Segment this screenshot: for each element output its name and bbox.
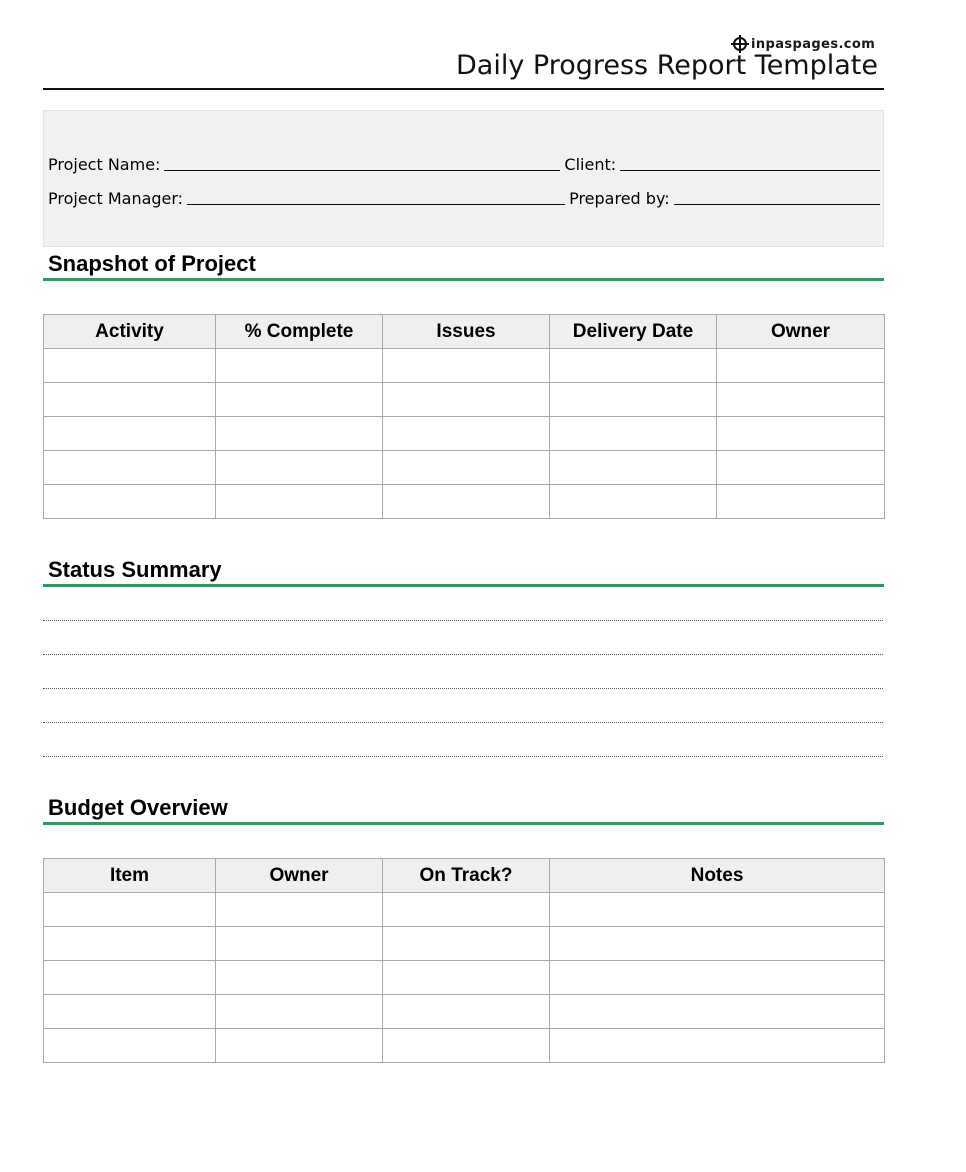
table-cell[interactable]: [550, 995, 885, 1029]
project-info-row-1: [48, 155, 884, 174]
table-cell[interactable]: [550, 451, 717, 485]
snapshot-divider: [43, 278, 884, 281]
status-divider: [43, 584, 884, 587]
table-cell[interactable]: [216, 995, 383, 1029]
column-header-delivery-date: Delivery Date: [550, 315, 717, 349]
title-divider: [43, 88, 884, 90]
table-cell[interactable]: [383, 961, 550, 995]
column-header-owner: Owner: [216, 859, 383, 893]
table-cell[interactable]: [216, 451, 383, 485]
table-cell[interactable]: [550, 383, 717, 417]
column-header-owner: Owner: [717, 315, 885, 349]
project-manager-label: Project Manager:: [48, 189, 184, 208]
table-row: [44, 995, 885, 1029]
column-header-percent-complete: % Complete: [216, 315, 383, 349]
budget-section-title: Budget Overview: [48, 795, 228, 820]
table-cell[interactable]: [44, 451, 216, 485]
table-cell[interactable]: [550, 927, 885, 961]
column-header-item: Item: [44, 859, 216, 893]
table-cell[interactable]: [44, 485, 216, 519]
table-cell[interactable]: [44, 417, 216, 451]
column-header-activity: Activity: [44, 315, 216, 349]
table-row: [44, 451, 885, 485]
table-cell[interactable]: [717, 485, 885, 519]
status-line[interactable]: [43, 688, 883, 689]
column-header-notes: Notes: [550, 859, 885, 893]
client-label: Client:: [564, 155, 617, 174]
snapshot-header-row: [44, 315, 885, 349]
table-cell[interactable]: [717, 383, 885, 417]
table-cell[interactable]: [216, 1029, 383, 1063]
table-row: [44, 485, 885, 519]
project-name-label: Project Name:: [48, 155, 161, 174]
table-cell[interactable]: [44, 961, 216, 995]
table-cell[interactable]: [383, 451, 550, 485]
table-cell[interactable]: [550, 1029, 885, 1063]
table-row: [44, 893, 885, 927]
document-title: Daily Progress Report Template: [456, 50, 878, 81]
table-cell[interactable]: [383, 485, 550, 519]
budget-divider: [43, 822, 884, 825]
table-cell[interactable]: [383, 893, 550, 927]
table-cell[interactable]: [383, 417, 550, 451]
table-cell[interactable]: [550, 349, 717, 383]
table-cell[interactable]: [44, 927, 216, 961]
project-info-row-2: [48, 189, 884, 208]
table-cell[interactable]: [216, 927, 383, 961]
table-cell[interactable]: [550, 961, 885, 995]
table-cell[interactable]: [383, 927, 550, 961]
table-row: [44, 927, 885, 961]
budget-header-row: [44, 859, 885, 893]
status-section-title: Status Summary: [48, 557, 222, 582]
table-cell[interactable]: [216, 485, 383, 519]
table-cell[interactable]: [216, 417, 383, 451]
table-cell[interactable]: [383, 383, 550, 417]
status-line[interactable]: [43, 620, 883, 621]
project-manager-field[interactable]: [187, 203, 565, 205]
table-cell[interactable]: [383, 349, 550, 383]
status-line[interactable]: [43, 722, 883, 723]
table-row: [44, 417, 885, 451]
table-cell[interactable]: [717, 349, 885, 383]
client-field[interactable]: [620, 169, 880, 171]
table-cell[interactable]: [717, 417, 885, 451]
prepared-by-label: Prepared by:: [569, 189, 670, 208]
budget-table: [43, 858, 885, 1063]
table-row: [44, 349, 885, 383]
table-cell[interactable]: [550, 893, 885, 927]
table-cell[interactable]: [44, 995, 216, 1029]
table-cell[interactable]: [383, 1029, 550, 1063]
table-cell[interactable]: [216, 893, 383, 927]
project-info-box: [43, 110, 884, 247]
snapshot-table: [43, 314, 885, 519]
table-cell[interactable]: [44, 383, 216, 417]
status-line[interactable]: [43, 654, 883, 655]
table-cell[interactable]: [44, 893, 216, 927]
table-cell[interactable]: [717, 451, 885, 485]
prepared-by-field[interactable]: [674, 203, 880, 205]
table-row: [44, 961, 885, 995]
snapshot-section-title: Snapshot of Project: [48, 251, 256, 276]
table-cell[interactable]: [44, 1029, 216, 1063]
column-header-on-track: On Track?: [383, 859, 550, 893]
table-cell[interactable]: [550, 485, 717, 519]
table-cell[interactable]: [216, 349, 383, 383]
table-cell[interactable]: [216, 383, 383, 417]
column-header-issues: Issues: [383, 315, 550, 349]
table-cell[interactable]: [216, 961, 383, 995]
table-cell[interactable]: [550, 417, 717, 451]
table-row: [44, 383, 885, 417]
project-name-field[interactable]: [164, 169, 560, 171]
table-cell[interactable]: [44, 349, 216, 383]
table-row: [44, 1029, 885, 1063]
table-cell[interactable]: [383, 995, 550, 1029]
status-line[interactable]: [43, 756, 883, 757]
brand-name: inpaspages.com: [751, 36, 876, 52]
